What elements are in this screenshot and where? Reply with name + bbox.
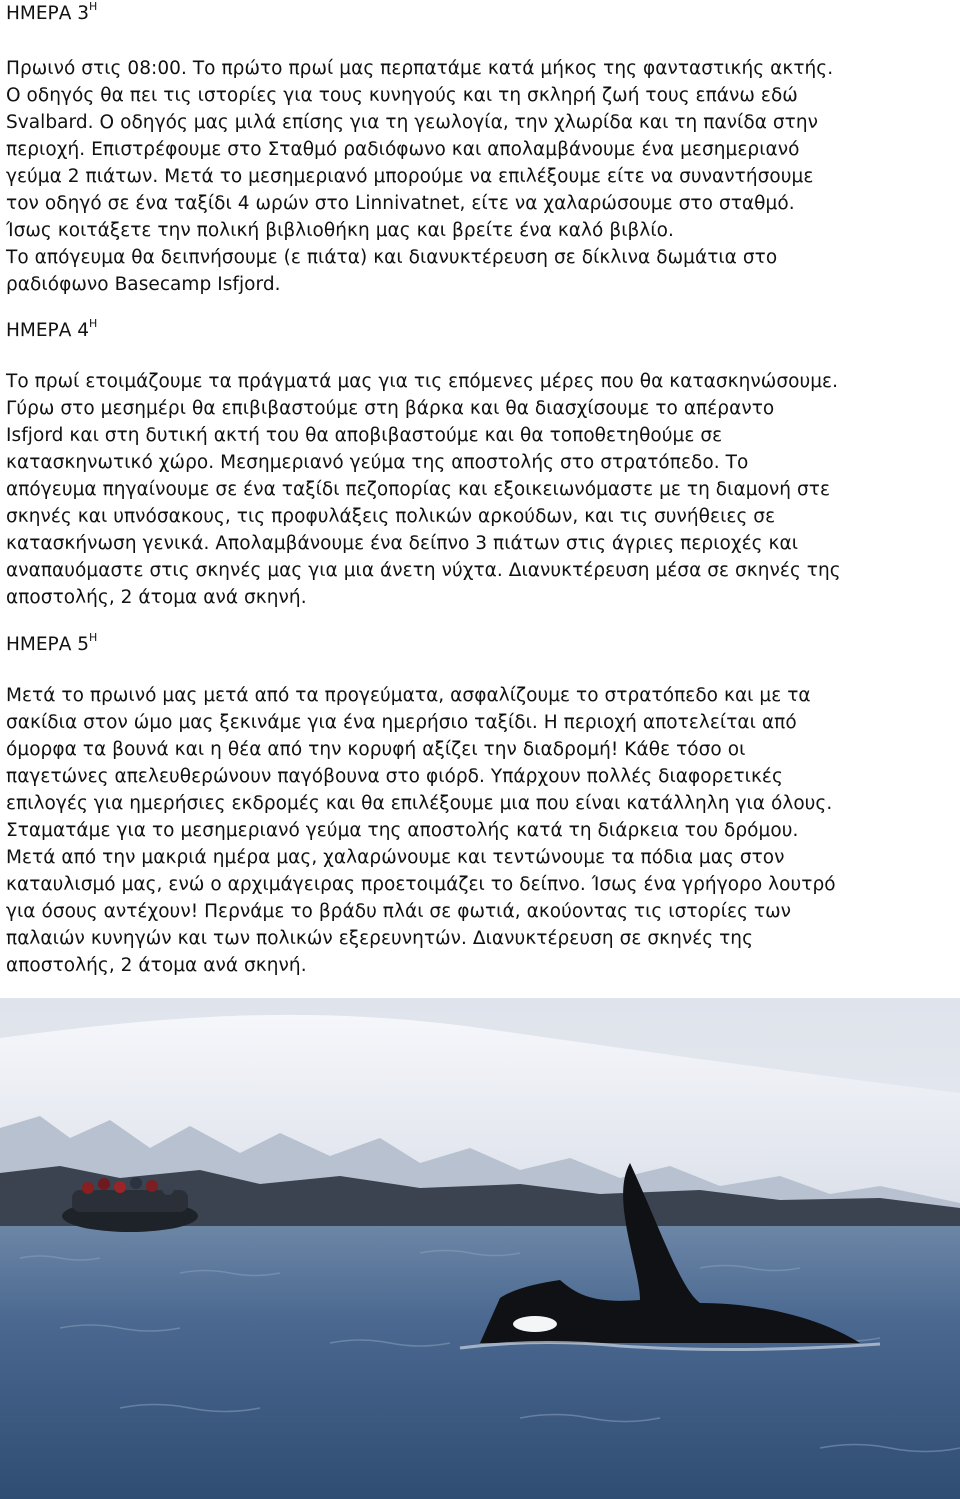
day-5-line: Μετά το πρωινό μας μετά από τα προγεύματα, ασφαλίζουμε το στρατόπεδο και με τα (6, 685, 811, 706)
day-4-line: Isfjord και στη δυτική ακτή του θα αποβιβαστούμε και θα τοποθετηθούμε σε (6, 425, 723, 446)
day-4-line: σκηνές και υπνόσακους, τις προφυλάξεις πολικών αρκούδων, και τις συνήθειες σε (6, 506, 776, 527)
day-5-line: αποστολής, 2 άτομα ανά σκηνή. (6, 955, 307, 976)
day-3-heading: ΗΜΕΡΑ $3^H$ (6, 0, 98, 24)
day-4-line: Το πρωί ετοιμάζουμε τα πράγματά μας για τις επόμενες μέρες που θα κατασκηνώσουμε. (6, 371, 839, 392)
day-5-line: επιλογές για ημερήσιες εκδρομές και θα επιλέξουμε μια που είναι κατάλληλη για όλους. (6, 793, 833, 814)
day-3-line: ραδιόφωνο Basecamp Isfjord. (6, 274, 281, 295)
day-5-line: για όσους αντέχουν! Περνάμε το βράδυ πλάι σε φωτιά, ακούοντας τις ιστορίες των (6, 901, 792, 922)
day-3-line: Ίσως κοιτάξετε την πολική βιβλιοθήκη μας και βρείτε ένα καλό βιβλίο. (6, 220, 674, 241)
day-5-line: παλαιών κυνηγών και των πολικών εξερευνητών. Διανυκτέρευση σε σκηνές της (6, 928, 753, 949)
day-3-line: γεύμα 2 πιάτων. Μετά το μεσημεριανό μπορούμε να επιλέξουμε είτε να συναντήσουμε (6, 166, 814, 187)
day-3-line: Ο οδηγός θα πει τις ιστορίες για τους κυνηγούς και τη σκληρή ζωή τους επάνω εδώ (6, 85, 798, 106)
day-4-paragraph (6, 368, 841, 611)
day-5-heading: ΗΜΕΡΑ $5^H$ (6, 631, 98, 655)
day-5-paragraph (6, 682, 836, 979)
day-5-line: παγετώνες απελευθερώνουν παγόβουνα στο φιόρδ. Υπάρχουν πολλές διαφορετικές (6, 766, 783, 787)
day-4-heading: ΗΜΕΡΑ $4^H$ (6, 317, 98, 341)
day-3-superscript: Η (89, 0, 98, 13)
day-4-line: Γύρω στο μεσημέρι θα επιβιβαστούμε στη βάρκα και θα διασχίσουμε το απέραντο (6, 398, 775, 419)
day-5-line: Σταματάμε για το μεσημεριανό γεύμα της αποστολής κατά τη διάρκεια του δρόμου. (6, 820, 799, 841)
day-3-line: Svalbard. Ο οδηγός μας μιλά επίσης για τη γεωλογία, την χλωρίδα και τη πανίδα στην (6, 112, 819, 133)
orca-photo (0, 998, 960, 1499)
sea (0, 1226, 960, 1499)
day-4-superscript: Η (89, 317, 98, 330)
day-3-line: Το απόγευμα θα δειπνήσουμε (ε πιάτα) και διανυκτέρευση σε δίκλινα δωμάτια στο (6, 247, 778, 268)
day-5-superscript: Η (89, 631, 98, 644)
day-4-line: απόγευμα πηγαίνουμε σε ένα ταξίδι πεζοπορίας και εξοικειωνόμαστε με τη διαμονή στε (6, 479, 831, 500)
day-3-line: περιοχή. Επιστρέφουμε στο Σταθμό ραδιόφωνο και απολαμβάνουμε ένα μεσημεριανό (6, 139, 800, 160)
day-5-line: σακίδια στον ώμο μας ξεκινάμε για ένα ημερήσιο ταξίδι. Η περιοχή αποτελείται από (6, 712, 797, 733)
orca-photo-illustration (0, 998, 960, 1499)
day-5-line: Μετά από την μακριά ημέρα μας, χαλαρώνουμε και τεντώνουμε τα πόδια μας στον (6, 847, 785, 868)
day-4-line: κατασκήνωση γενικά. Απολαμβάνουμε ένα δείπνο 3 πιάτων στις άγριες περιοχές και (6, 533, 799, 554)
day-5-line: καταυλισμό μας, ενώ ο αρχιμάγειρας προετοιμάζει το δείπνο. Ίσως ένα γρήγορο λουτρό (6, 874, 836, 895)
day-4-line: αποστολής, 2 άτομα ανά σκηνή. (6, 587, 307, 608)
day-3-line: Πρωινό στις 08:00. Το πρώτο πρωί μας περπατάμε κατά μήκος της φανταστικής ακτής. (6, 58, 834, 79)
day-5-line: όμορφα τα βουνά και η θέα από την κορυφή αξίζει την διαδρομή! Κάθε τόσο οι (6, 739, 746, 760)
day-3-line: τον οδηγό σε ένα ταξίδι 4 ωρών στο Linnivatnet, είτε να χαλαρώσουμε στο σταθμό. (6, 193, 795, 214)
day-4-line: κατασκηνωτικό χώρο. Μεσημεριανό γεύμα της αποστολής στο στρατόπεδο. Το (6, 452, 749, 473)
day-3-paragraph (6, 55, 833, 298)
day-4-line: αναπαυόμαστε στις σκηνές μας για μια άνετη νύχτα. Διανυκτέρευση μέσα σε σκηνές της (6, 560, 841, 581)
